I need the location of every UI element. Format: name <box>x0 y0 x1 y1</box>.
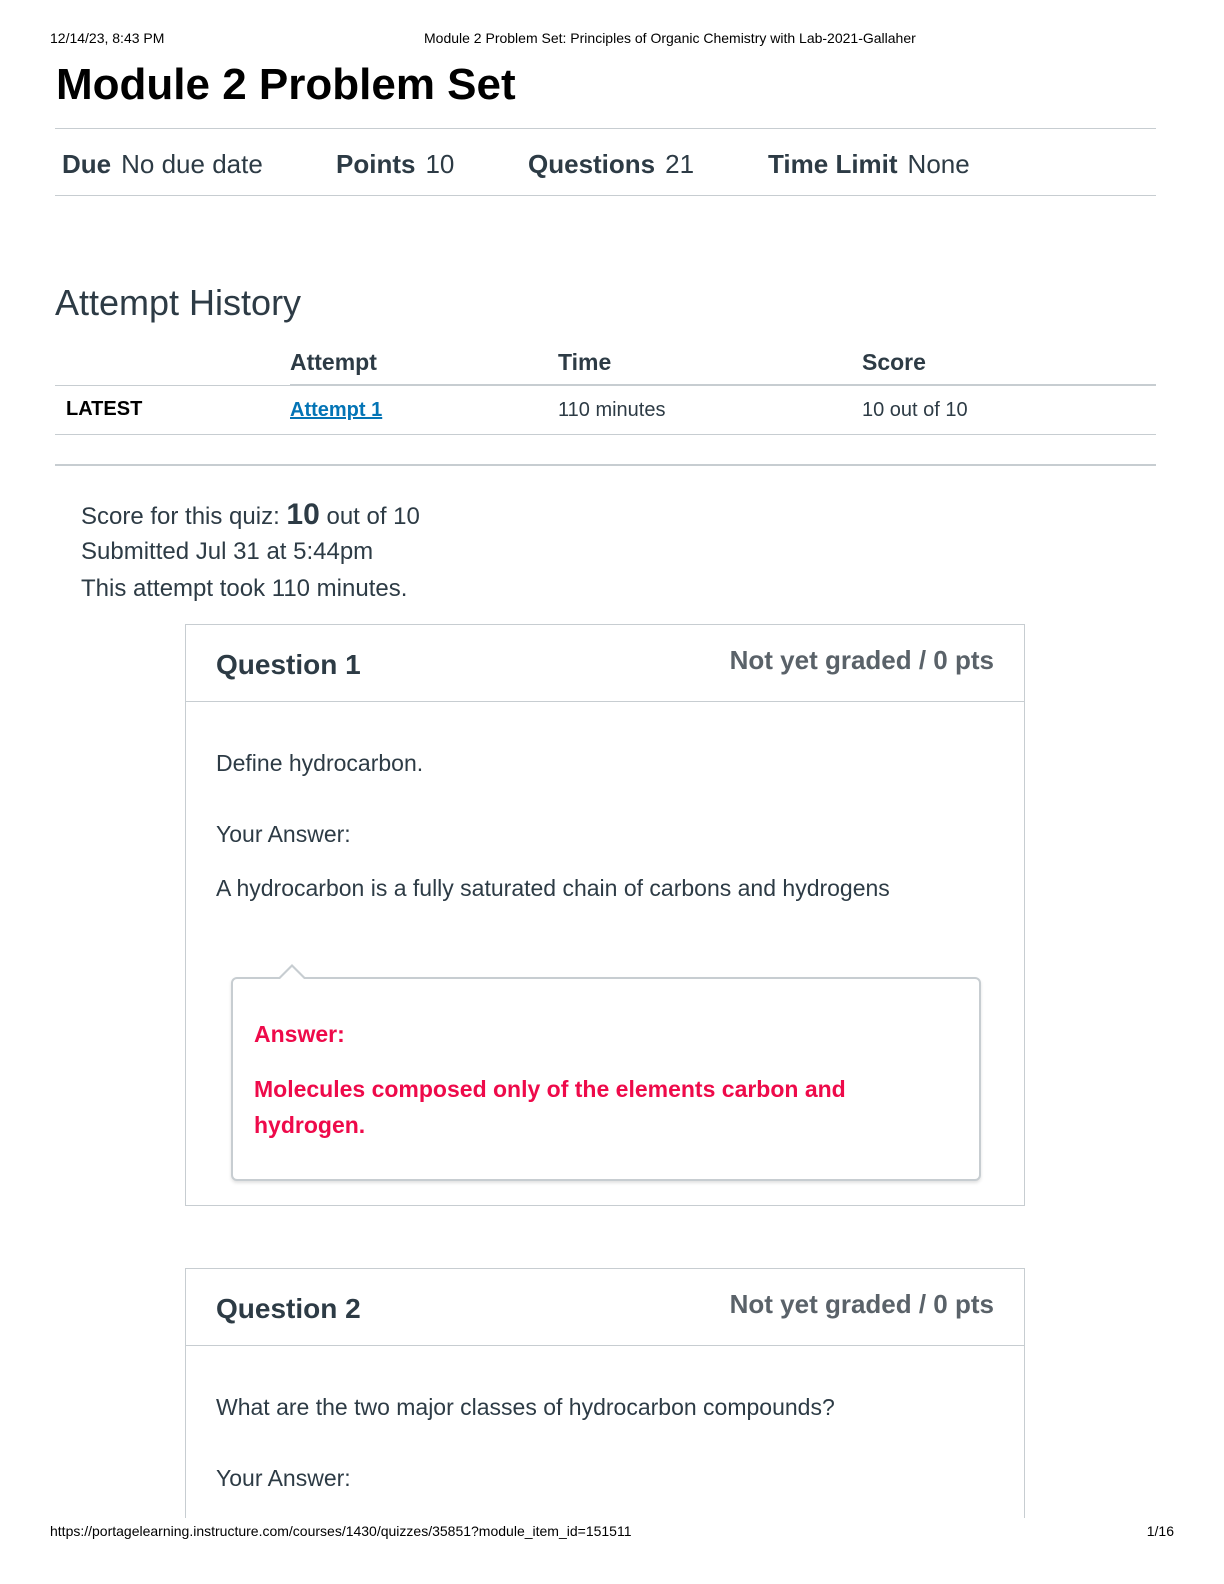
answer-box-notch-inner <box>279 967 305 980</box>
table-header-score: Score <box>862 340 1156 385</box>
quiz-score-line <box>81 496 420 533</box>
meta-time-limit <box>768 149 970 180</box>
meta-points <box>336 149 454 180</box>
question-prompt: What are the two major classes of hydrocarbon compounds? <box>216 1394 835 1420</box>
score-cell: 10 out of 10 <box>862 385 1156 435</box>
table-header-attempt: Attempt <box>290 340 558 385</box>
meta-questions-value: 21 <box>665 149 695 179</box>
meta-time-limit-value: None <box>907 149 970 179</box>
submitted-line: Submitted Jul 31 at 5:44pm <box>81 538 374 565</box>
meta-points-value: 10 <box>425 149 455 179</box>
attempt-link[interactable]: Attempt 1 <box>290 398 383 421</box>
score-suffix: out of 10 <box>319 503 420 530</box>
answer-text: Molecules composed only of the elements carbon and hydrogen. <box>254 1076 846 1138</box>
meta-due-value: No due date <box>121 149 263 179</box>
page-title: Module 2 Problem Set <box>56 60 516 109</box>
attempt-cell <box>290 385 558 435</box>
print-page-number: 1/16 <box>1146 1523 1174 1539</box>
score-value: 10 <box>286 498 320 531</box>
meta-points-label: Points <box>336 149 416 179</box>
question-prompt: Define hydrocarbon. <box>216 750 424 776</box>
question-header <box>186 625 1024 702</box>
print-url: https://portagelearning.instructure.com/courses/1430/quizzes/35851?module_item_id=151511 <box>50 1523 632 1539</box>
question-title: Question 1 <box>216 649 361 680</box>
your-answer-text: A hydrocarbon is a fully saturated chain of carbons and hydrogens <box>216 875 890 901</box>
meta-due <box>62 149 263 180</box>
question-header <box>186 1269 1024 1346</box>
print-footer <box>50 1523 1174 1541</box>
meta-time-limit-label: Time Limit <box>768 149 898 179</box>
question-title: Question 2 <box>216 1293 361 1324</box>
quiz-meta-bar <box>55 128 1156 196</box>
latest-tag: LATEST <box>55 385 290 435</box>
table-header-time: Time <box>558 340 862 385</box>
attempt-history-table <box>55 340 1156 435</box>
question-1 <box>185 624 1025 1206</box>
your-answer-label: Your Answer: <box>216 821 351 847</box>
table-header-blank <box>55 340 290 385</box>
table-row <box>55 385 1156 435</box>
score-prefix: Score for this quiz: <box>81 503 287 530</box>
question-points: Not yet graded / 0 pts <box>729 645 994 675</box>
attempt-history-title: Attempt History <box>55 282 302 323</box>
print-doc-title: Module 2 Problem Set: Principles of Organic Chemistry with Lab-2021-Gallaher <box>424 30 916 46</box>
section-divider <box>55 464 1156 466</box>
question-body <box>186 702 1024 1206</box>
meta-questions-label: Questions <box>528 149 656 179</box>
meta-due-label: Due <box>62 149 112 179</box>
answer-label: Answer: <box>254 1021 345 1047</box>
table-header-row <box>55 340 1156 385</box>
print-header <box>50 30 1174 48</box>
time-cell: 110 minutes <box>558 385 862 435</box>
duration-line: This attempt took 110 minutes. <box>81 575 408 602</box>
score-summary <box>81 496 420 607</box>
your-answer-label: Your Answer: <box>216 1465 351 1491</box>
question-points: Not yet graded / 0 pts <box>729 1289 994 1319</box>
question-body <box>186 1346 1024 1518</box>
correct-answer-box <box>231 977 981 1181</box>
meta-questions <box>528 149 694 180</box>
question-2 <box>185 1268 1025 1518</box>
print-date: 12/14/23, 8:43 PM <box>50 30 165 46</box>
